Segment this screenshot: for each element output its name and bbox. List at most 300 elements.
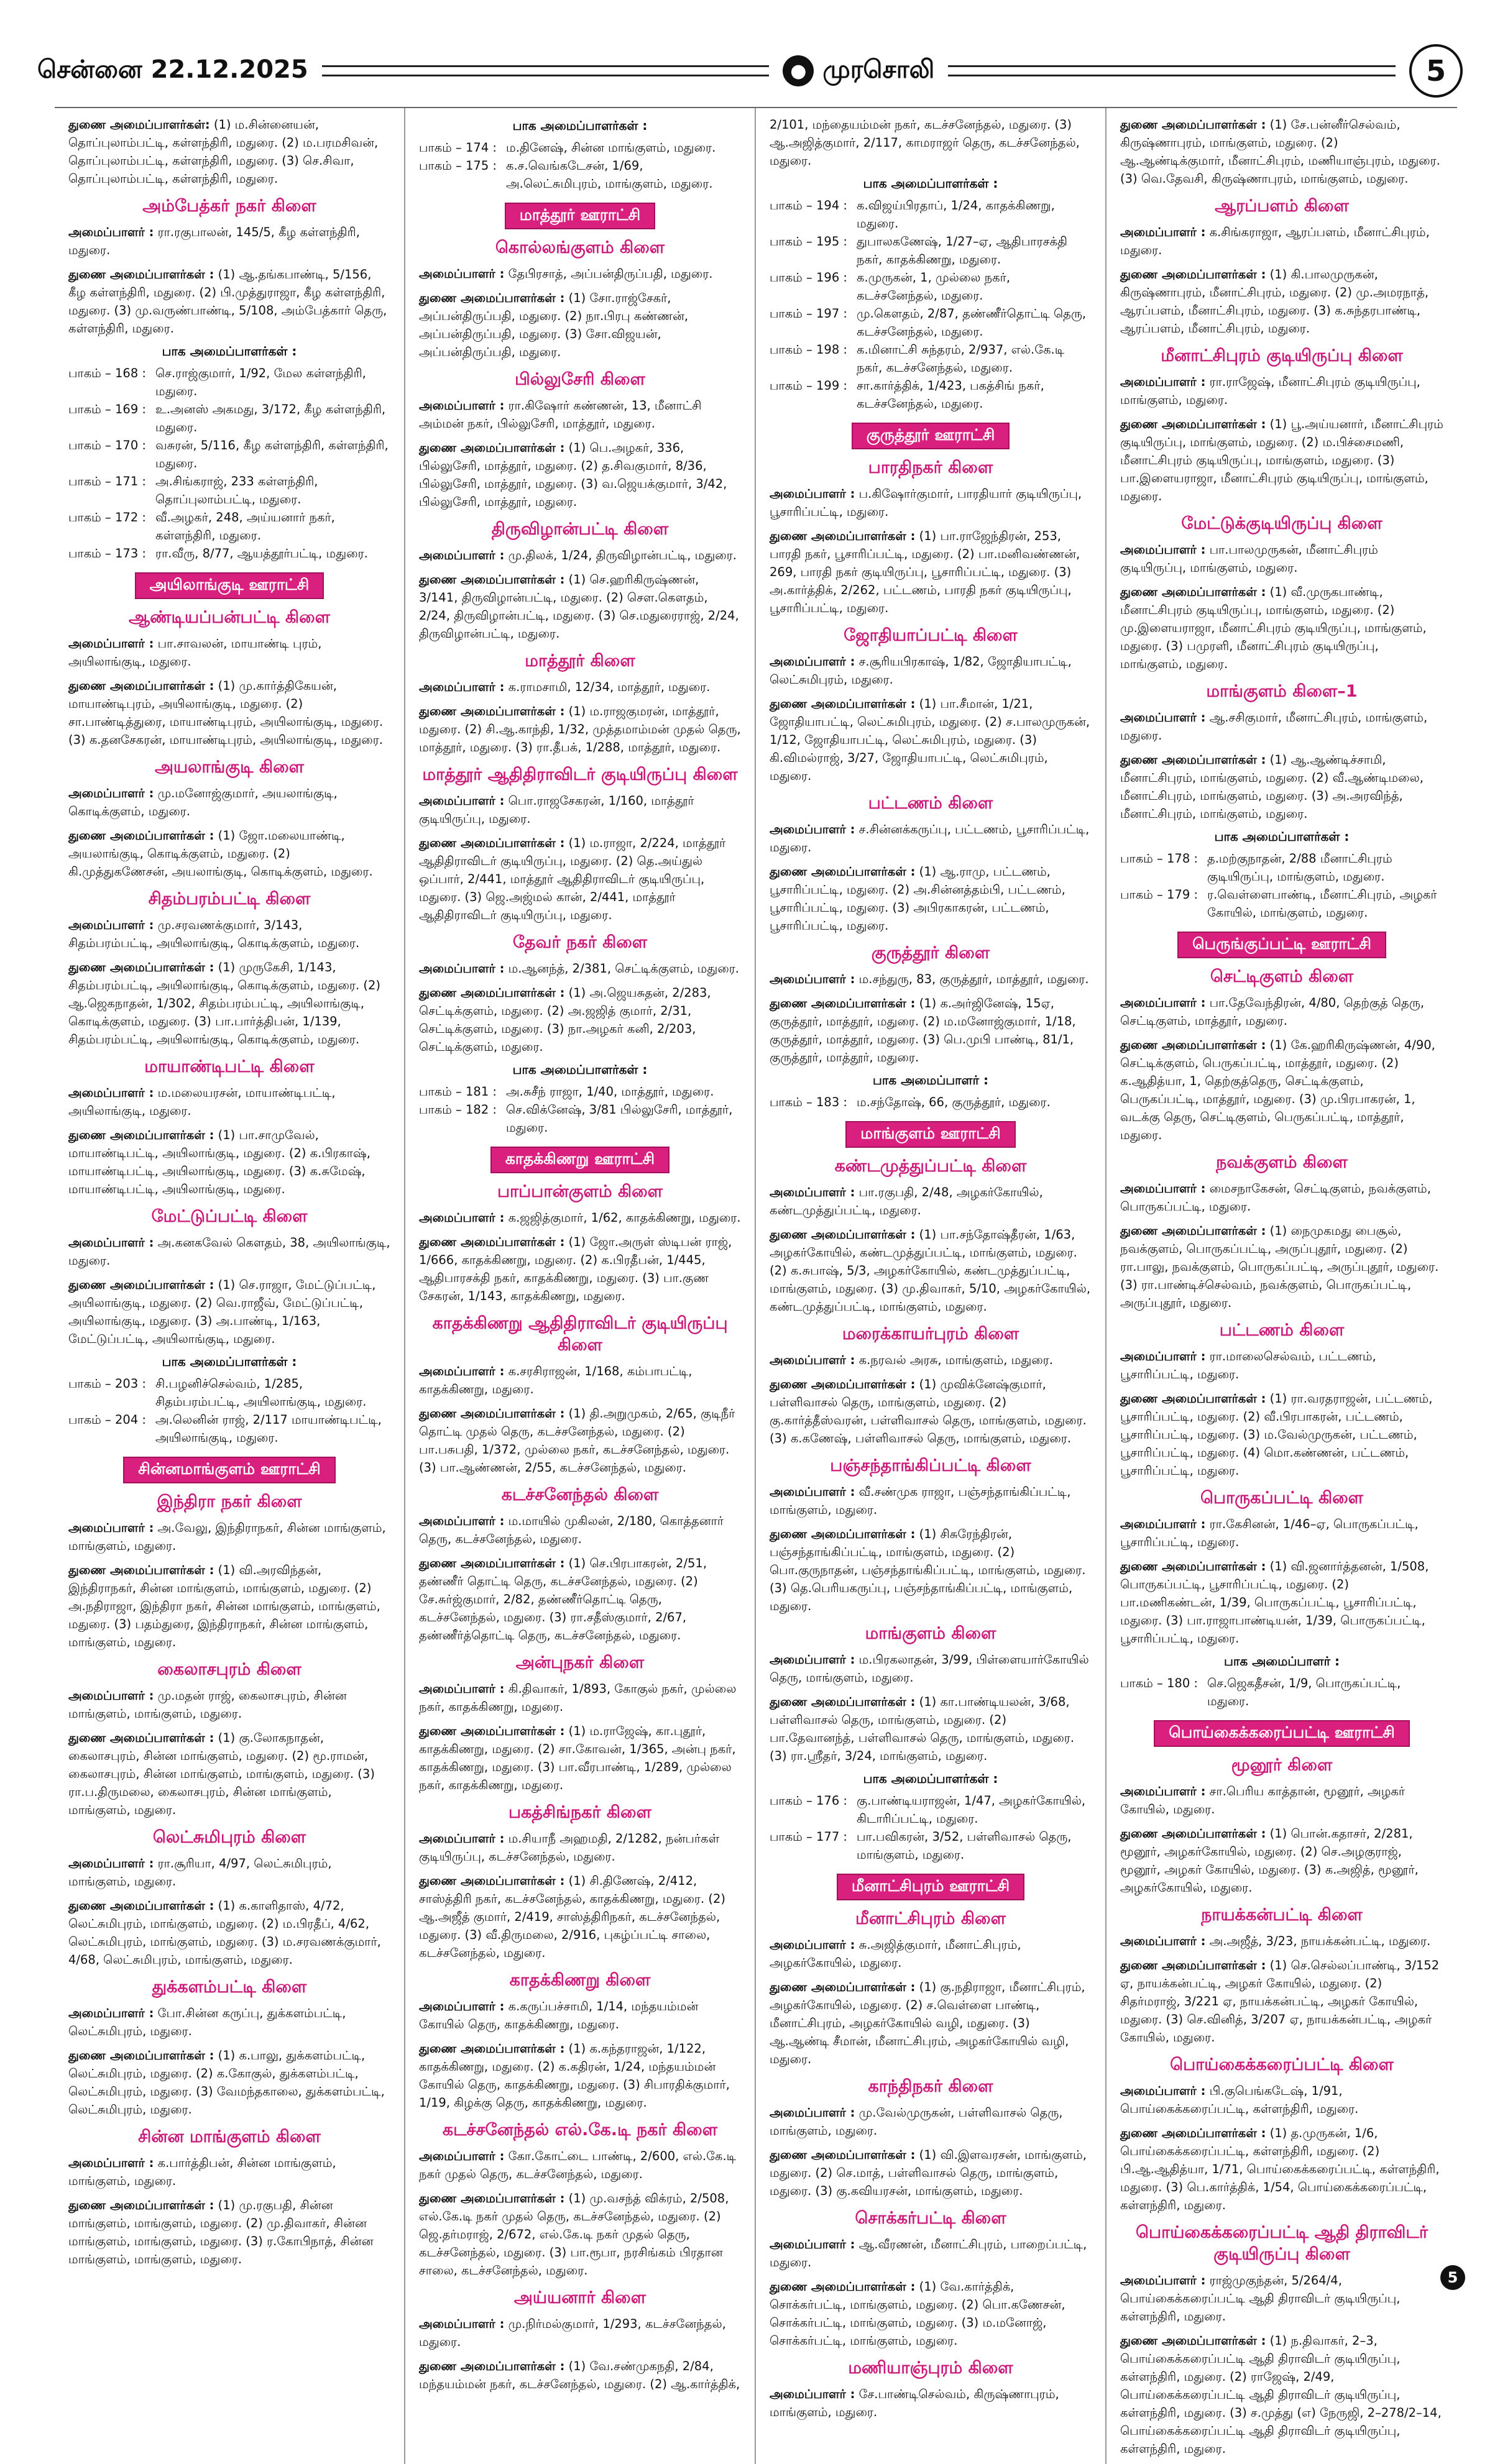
booth-agent: வசுரன், 5/116, கீழ கள்ளந்திரி, கள்ளந்திரி, மதுரை.	[155, 438, 389, 470]
booth-agent: அ.லெனின் ராஜ், 2/117 மாயாண்டிபட்டி, அயிலாங்குடி, மதுரை.	[155, 1413, 382, 1445]
member-listing	[1120, 116, 1443, 188]
member-details: ப.கிஷோர்குமார், பாரதியார் குடியிருப்பு, பூசாரிப்பட்டி, மதுரை.	[770, 487, 1082, 519]
member-listing	[770, 1375, 1092, 1447]
booth-agent: செ.ஜெகதீசன், 1/9, பொருகப்பட்டி, மதுரை.	[1207, 1676, 1401, 1708]
role-label: துணை அமைப்பாளர்கள் :	[770, 1980, 916, 1994]
branch-heading: ஆண்டியப்பன்பட்டி கிளை	[128, 608, 330, 627]
member-details: க.சரசிராஜன், 1/168, கம்பாபட்டி, காதக்கிணறு, மதுரை.	[419, 1364, 692, 1396]
member-details: (1) செ.ராஜா, மேட்டுப்பட்டி, அயிலாங்குடி, மதுரை. (2) வெ.ராஜீவ், மேட்டுப்பட்டி, அயிலாங்குடி, மதுரை. (3) அ.பாண்டி, 1/163, மேட்டுப்பட்டி, அயிலாங்குடி, மதுரை.	[68, 1278, 376, 1346]
member-listing	[770, 1225, 1092, 1316]
column-1	[55, 108, 405, 2464]
branch-heading: ஜோதியாப்பட்டி கிளை	[844, 626, 1018, 645]
branch-heading: மேட்டுப்பட்டி கிளை	[151, 1207, 308, 1226]
role-label: துணை அமைப்பாளர்கள் :	[68, 1128, 214, 1142]
role-label: அமைப்பாளர் :	[1120, 1349, 1206, 1363]
role-label: துணை அமைப்பாளர்கள் :	[770, 1695, 916, 1709]
branch-heading: சிதம்பரம்பட்டி கிளை	[148, 889, 311, 909]
role-label: துணை அமைப்பாளர்கள் :	[419, 291, 565, 305]
booth-agent: அ.சுசீந் ராஜா, 1/40, மாத்தூர், மதுரை.	[506, 1084, 714, 1099]
member-listing	[770, 2385, 1092, 2421]
member-details: (1) வி.இளவரசன், மாங்குளம், மதுரை. (2) செ.மாத், பள்ளிவாசல் தெரு, மாங்குளம், மதுரை. (3) கு.கவியரசன், மாங்குளம், மதுரை.	[770, 2148, 1087, 2198]
role-label: துணை அமைப்பாளர்கள் :	[770, 1377, 916, 1391]
section-subhead: பாக அமைப்பாளர்கள் :	[162, 344, 297, 359]
role-label: துணை அமைப்பாளர்கள் :	[68, 1898, 214, 1913]
member-listing	[1120, 415, 1443, 505]
masthead	[37, 39, 1463, 103]
branch-heading: பொய்கைக்கரைப்பட்டி கிளை	[1170, 2055, 1394, 2074]
member-listing	[419, 1554, 741, 1644]
branch-heading: மாயாண்டிபட்டி கிளை	[144, 1057, 315, 1076]
branch-heading: மணியாஞ்புரம் கிளை	[848, 2358, 1013, 2378]
role-label: துணை அமைப்பாளர்கள் :	[1120, 753, 1266, 767]
masthead-rule-right	[948, 65, 1396, 76]
branch-heading: மூனூர் கிளை	[1231, 1756, 1333, 1775]
member-details: (1) சிசுரேந்திரன், பஞ்சந்தாங்கிப்பட்டி, மாங்குளம், மதுரை. (2) பொ.குருநாதன், பஞ்சந்தாங்கிப்பட்டி, மாங்குளம், மதுரை. (3) தெ.பெரியகருப்பு, பஞ்சந்தாங்கிப்பட்டி, மாங்குளம், மதுரை.	[770, 1527, 1086, 1613]
role-label: துணை அமைப்பாளர்கள் :	[68, 2198, 214, 2212]
member-listing	[419, 1997, 741, 2033]
booth-row	[68, 1411, 390, 1447]
member-listing	[770, 2235, 1092, 2271]
branch-heading: பாரதிநகர் கிளை	[868, 458, 993, 477]
role-label: துணை அமைப்பாளர்கள் :	[419, 1235, 565, 1249]
role-label: அமைப்பாளர் :	[1120, 375, 1206, 389]
member-listing	[1120, 2124, 1443, 2214]
booth-number: பாகம் – 194 :	[770, 198, 847, 213]
booth-agent: க.ச.வெங்கடேசன், 1/69, அ.லெட்சுமிபுரம், மாங்குளம், மதுரை.	[506, 158, 713, 191]
booth-row	[419, 157, 741, 193]
role-label: அமைப்பாளர் :	[770, 972, 855, 986]
member-listing	[419, 570, 741, 643]
member-listing	[419, 1209, 741, 1227]
branch-heading: மாத்தூர் கிளை	[525, 651, 635, 671]
member-details: ரா.ராஜேஷ், மீனாட்சிபுரம் குடியிருப்பு, மாங்குளம், மதுரை.	[1120, 375, 1420, 407]
member-listing	[1120, 541, 1443, 577]
booth-number: பாகம் – 203 :	[68, 1376, 146, 1391]
booth-number: பாகம் – 170 :	[68, 438, 146, 452]
member-listing	[68, 265, 390, 337]
branch-heading: மேட்டுக்குடியிருப்பு கிளை	[1181, 514, 1383, 533]
member-details: (1) க.அர்ஜினேஷ், 15ஏ, குருத்தூர், மாத்தூர், மதுரை. (2) ம.மனோஜ்குமார், 1/18, குருத்தூர், மாத்தூர், மதுரை. (3) பெ.முபி பாண்டி, 81/1, குருத்தூர், மாத்தூர், மதுரை.	[770, 996, 1076, 1065]
member-listing	[770, 485, 1092, 521]
booth-row	[68, 508, 390, 544]
member-listing	[68, 958, 390, 1048]
role-label: அமைப்பாளர் :	[419, 794, 505, 808]
member-listing	[770, 1183, 1092, 1219]
booth-row	[1120, 886, 1443, 922]
role-label: துணை அமைப்பாளர்கள் :	[1120, 117, 1266, 132]
role-label: அமைப்பாளர் :	[68, 2156, 154, 2170]
booth-agent: பா.பவிகரன், 3/52, பள்ளிவாசல் தெரு, மாங்குளம், மதுரை.	[857, 1830, 1072, 1862]
member-details: க.சிங்கராஜா, ஆரப்பளம், மீனாட்சிபுரம், மதுரை.	[1120, 225, 1430, 257]
role-label: துணை அமைப்பாளர்கள் :	[1120, 1958, 1266, 1972]
member-listing	[68, 1687, 390, 1723]
member-listing	[1120, 1515, 1443, 1551]
member-listing	[419, 1362, 741, 1398]
role-label: துணை அமைப்பாளர்கள் :	[419, 1724, 565, 1738]
role-label: அமைப்பாளர் :	[68, 1521, 154, 1535]
member-details: ம.சந்துரு, 83, குருத்தூர், மாத்தூர், மதுரை.	[855, 972, 1089, 986]
role-label: அமைப்பாளர் :	[419, 1514, 505, 1528]
member-details: (1) ம.ராஜகுமரன், மாத்தூர், மதுரை. (2) சி.ஆ.காந்தி, 1/32, முத்தமாம்மன் முதல் தெரு, மாத்தூர், மதுரை. (3) ரா.தீபக், 1/288, மாத்தூர், மதுரை.	[419, 704, 741, 754]
member-details: (1) க.காளிதாஸ், 4/72, லெட்சுமிபுரம், மாங்குளம், மதுரை. (2) ம.பிரதீப், 4/62, லெட்சுமிபுரம், மாங்குளம், மதுரை. (3) ம.சரவணக்குமார், 4/68, லெட்சுமிபுரம், மாங்குளம், மதுரை.	[68, 1898, 381, 1967]
section-subhead: பாக அமைப்பாளர்கள் :	[863, 176, 998, 191]
branch-heading: பொருகப்பட்டி கிளை	[1200, 1488, 1364, 1508]
branch-heading: மாங்குளம் கிளை	[865, 1624, 996, 1643]
panchayat-banner-wrap	[419, 203, 741, 229]
member-details: (1) சே.பன்னீர்செல்வம், கிருஷ்ணாபுரம், மாங்குளம், மதுரை. (2) ஆ.ஆண்டிக்குமார், மீனாட்சிபுரம், மணியாஞ்புரம், மதுரை. (3) வெ.தேவசி, கிருஷ்ணாபுரம், மாங்குளம், மதுரை.	[1120, 117, 1440, 186]
role-label: துணை அமைப்பாளர்கள் :	[770, 2148, 916, 2162]
page-number-badge: 5	[1409, 44, 1463, 98]
booth-number: பாகம் – 173 :	[68, 546, 146, 561]
booth-agent: துபாலகணேஷ், 1/27–ஏ, ஆதிபாரசக்தி நகர், காதக்கிணறு, மதுரை.	[857, 234, 1067, 267]
member-listing	[770, 695, 1092, 785]
member-details: க.ராமசாமி, 12/34, மாத்தூர், மதுரை.	[504, 680, 711, 694]
role-label: துணை அமைப்பாளர்கள் :	[419, 2359, 565, 2373]
member-listing	[419, 984, 741, 1056]
branch-heading: பில்லுசேரி கிளை	[515, 370, 645, 389]
booth-number: பாகம் – 168 :	[68, 366, 146, 380]
role-label: அமைப்பாளர் :	[68, 918, 154, 932]
branch-heading: கடச்சனேந்தல் எல்.கே.டி நகர் கிளை	[442, 2120, 718, 2140]
booth-list	[1120, 1674, 1443, 1710]
role-label: துணை அமைப்பாளர்கள் :	[1120, 1224, 1266, 1238]
role-label: அமைப்பாளர் :	[770, 1185, 855, 1199]
member-listing	[419, 265, 741, 283]
panchayat-banner-wrap	[1120, 932, 1443, 958]
role-label: அமைப்பாளர் :	[419, 1831, 505, 1846]
panchayat-banner: சின்னமாங்குளம் ஊராட்சி	[123, 1457, 336, 1483]
member-listing	[1120, 1557, 1443, 1647]
role-label: அமைப்பாளர் :	[419, 2149, 505, 2163]
branch-heading: துக்களம்பட்டி கிளை	[152, 1977, 307, 1997]
member-listing	[770, 1693, 1092, 1765]
role-label: துணை அமைப்பாளர்கள் :	[770, 697, 916, 711]
panchayat-banner: மீனாட்சிபுரம் ஊராட்சி	[837, 1874, 1024, 1900]
member-listing	[770, 1978, 1092, 2068]
booth-list	[770, 1093, 1092, 1111]
member-details: க.கருப்பச்சாமி, 1/14, மந்தயம்மன் கோயில் தெரு, காதக்கிணறு, மதுரை.	[419, 1999, 699, 2031]
branch-heading: சொக்கர்பட்டி கிளை	[855, 2209, 1006, 2228]
role-label: அமைப்பாளர் :	[419, 267, 505, 281]
role-label: அமைப்பாளர் :	[419, 398, 505, 413]
branch-heading: பட்டணம் கிளை	[1219, 1321, 1345, 1340]
role-label: துணை அமைப்பாளர்கள் :	[68, 828, 214, 843]
role-label: துணை அமைப்பாளர்கள் :	[419, 2191, 565, 2205]
booth-agent: க.முருகன், 1, முல்லை நகர், கடச்சனேந்தல், மதுரை.	[857, 270, 1011, 303]
role-label: அமைப்பாளர் :	[1120, 710, 1206, 725]
role-label: துணை அமைப்பாளர்கள் :	[419, 1556, 565, 1570]
branch-heading: இந்திரா நகர் கிளை	[157, 1492, 302, 1511]
member-details: (1) செ.பிரபாகரன், 2/51, தண்ணீர் தொட்டி தெரு, கடச்சனேந்தல், மதுரை. (2) சே.சுர்ஜ்குமார், 2/82, தண்ணீர்தொட்டி தெரு, கடச்சனேந்தல், மதுரை. (3) ரா.சதீஸ்குமார், 2/67, தண்ணீர்த்தொட்டி தெரு, கடச்சனேந்தல், மதுரை.	[419, 1556, 707, 1642]
booth-list	[68, 364, 390, 562]
member-listing	[770, 1936, 1092, 1972]
member-listing	[68, 2046, 390, 2118]
member-listing	[1120, 583, 1443, 673]
booth-number: பாகம் – 172 :	[68, 510, 146, 524]
role-label: துணை அமைப்பாளர்கள் :	[68, 1731, 214, 1745]
member-listing	[1120, 2082, 1443, 2118]
member-details: மு.வேல்முருகன், பள்ளிவாசல் தெரு, மாங்குளம், மதுரை.	[770, 2105, 1063, 2138]
role-label: துணை அமைப்பாளர்கள் :	[770, 1227, 916, 1242]
member-listing	[770, 653, 1092, 689]
role-label: அமைப்பாளர் :	[419, 2317, 505, 2331]
role-label: அமைப்பாளர் :	[419, 680, 505, 694]
role-label: அமைப்பாளர் :	[1120, 1517, 1206, 1531]
member-listing	[419, 439, 741, 511]
role-label: அமைப்பாளர் :	[419, 1999, 505, 2013]
member-details: (1) கா.பாண்டியலன், 3/68, பள்ளிவாசல் தெரு, மாங்குளம், மதுரை. (2) பா.தேவானந்த், பள்ளிவாசல் தெரு, மாங்குளம், மதுரை. (3) ரா.ஸ்ரீதர், 3/24, மாங்குளம், மதுரை.	[770, 1695, 1075, 1763]
member-details: (1) ஜோ.அருள் ஸ்டிபன் ராஜ், 1/666, காதக்கிணறு, மதுரை. (2) க.பிரதீபன், 1/445, ஆதிபாரசக்தி நகர், காதக்கிணறு, மதுரை. (3) பா.குண சேகரன், 1/143, காதக்கிணறு, மதுரை.	[419, 1235, 732, 1303]
booth-number: பாகம் – 174 :	[419, 140, 497, 155]
member-details: (1) பா.சந்தோஷ்தீரன், 1/63, அழகர்கோயில், கண்டமுத்துப்பட்டி, மாங்குளம், மதுரை. (2) க.சுபாஷ், 5/3, அழகர்கோயில், கண்டமுத்துப்பட்டி, மாங்குளம், மதுரை. (3) மு.திவாகர், 5/10, அழகர்கோயில், கண்டமுத்துப்பட்டி, மாங்குளம், மதுரை.	[770, 1227, 1091, 1314]
member-details: ரா.மாலைசெல்வம், பட்டணம், பூசாரிப்பட்டி, மதுரை.	[1120, 1349, 1376, 1381]
member-listing	[419, 2357, 741, 2393]
role-label: அமைப்பாளர் :	[770, 2237, 855, 2251]
member-listing	[1120, 1956, 1443, 2046]
role-label: துணை அமைப்பாளர்கள் :	[68, 1278, 214, 1292]
member-details: (1) வே.சண்முகநதி, 2/84, மந்தயம்மன் நகர், கடச்சனேந்தல், மதுரை. (2) ஆ.கார்த்திக்,	[419, 2359, 740, 2391]
member-listing	[419, 1872, 741, 1962]
role-label: துணை அமைப்பாளர்கள் :	[770, 1527, 916, 1541]
member-details: ராஜ்முகுந்தன், 5/264/4, பொய்கைக்கரைப்பட்டி ஆதி திராவிடர் குடியிருப்பு, கள்ளந்திரி, மதுரை.	[1120, 2273, 1401, 2324]
member-listing	[419, 792, 741, 828]
branch-heading: காந்திநகர் கிளை	[868, 2077, 993, 2096]
booth-number: பாகம் – 175 :	[419, 158, 497, 173]
issue-date: சென்னை 22.12.2025	[37, 55, 308, 84]
member-details: (1) செ.ஹரிகிருஷ்ணன், 3/141, திருவிழான்பட்டி, மதுரை. (2) சௌ.கௌதம், 2/24, திருவிழான்பட்டி, மதுரை. (3) செ.மதுரைராஜ், 2/24, திருவிழான்பட்டி, மதுரை.	[419, 572, 739, 641]
branch-heading: தேவர் நகர் கிளை	[512, 933, 648, 952]
member-listing	[1120, 1782, 1443, 1818]
member-details: ம.சியாநீ அஹமதி, 2/1282, நன்பர்கள் குடியிருப்பு, கடச்சனேந்தல், மதுரை.	[419, 1831, 720, 1864]
panchayat-banner: மாங்குளம் ஊராட்சி	[845, 1121, 1015, 1148]
member-details: அ.கனகவேல் கௌதம், 38, அயிலாங்குடி, மதுரை.	[68, 1235, 390, 1268]
role-label: துணை அமைப்பாளர்கள் :	[68, 1563, 214, 1577]
booth-row	[68, 544, 390, 562]
role-label: அமைப்பாளர் :	[68, 636, 154, 651]
booth-agent: ர.வெள்ளைபாண்டி, மீனாட்சிபுரம், அழகர் கோயில், மாங்குளம், மதுரை.	[1207, 887, 1437, 920]
member-details: ம.மாயில் முகிலன், 2/180, கொத்தனார் தெரு, கடச்சனேந்தல், மதுரை.	[419, 1514, 724, 1546]
member-listing	[770, 1525, 1092, 1615]
member-listing	[1120, 223, 1443, 259]
member-details: ம.பிரகலாதன், 3/99, பிள்ளையார்கோயில் தெரு, மாங்குளம், மதுரை.	[770, 1652, 1089, 1685]
member-listing	[1120, 1390, 1443, 1480]
member-details: ரா.கிஷோர் கண்ணன், 13, மீனாட்சி அம்மன் நகர், பில்லுசேரி, மாத்தூர், மதுரை.	[419, 398, 702, 431]
branch-heading: பட்டணம் கிளை	[868, 794, 993, 813]
role-label: அமைப்பாளர் :	[1120, 1784, 1206, 1798]
role-label: அமைப்பாளர் :	[770, 654, 855, 669]
booth-agent: ரா.வீரு, 8/77, ஆயத்தூர்பட்டி, மதுரை.	[155, 546, 368, 561]
member-listing	[419, 396, 741, 433]
member-details: பா.தேவேந்திரன், 4/80, தெற்குத் தெரு, செட்டிகுளம், மாத்தூர், மதுரை.	[1120, 996, 1425, 1028]
member-listing	[1120, 1347, 1443, 1383]
role-label: அமைப்பாளர் :	[419, 1682, 505, 1696]
member-details: (1) வே.கார்த்திக், சொக்கர்பட்டி, மாங்குளம், மதுரை. (2) பொ.கணேசன், சொக்கர்பட்டி, மாங்குளம், மதுரை. (3) ம.மனோஜ், சொக்கர்பட்டி, மாங்குளம், மதுரை.	[770, 2279, 1065, 2348]
member-details: அ.வேலு, இந்திராநகர், சின்ன மாங்குளம், மாங்குளம், மதுரை.	[68, 1521, 386, 1553]
role-label: துணை அமைப்பாளர்கள் :	[1120, 1559, 1266, 1573]
panchayat-banner-wrap	[1120, 1720, 1443, 1747]
role-label: அமைப்பாளர் :	[68, 2006, 154, 2020]
article-columns	[55, 107, 1457, 2456]
section-subhead: பாக அமைப்பாளர்கள் :	[1214, 829, 1350, 844]
member-details: க.பார்த்திபன், சின்ன மாங்குளம், மாங்குளம், மதுரை.	[68, 2156, 336, 2188]
role-label: துணை அமைப்பாளர்கள் :	[1120, 417, 1266, 431]
booth-row	[770, 377, 1092, 413]
panchayat-banner-wrap	[419, 1147, 741, 1173]
member-details: (1) கி.பாலமுருகன், கிருஷ்ணாபுரம், மீனாட்சிபுரம், மதுரை. (2) மு.அமரநாத், ஆரப்பளம், மீனாட்சிபுரம், மதுரை. (3) க.சுந்தரபாண்டி, ஆரப்பளம், மீனாட்சிபுரம், மதுரை.	[1120, 267, 1429, 336]
member-listing	[68, 1729, 390, 1819]
role-label: அமைப்பாளர் :	[770, 1353, 855, 1367]
member-listing	[68, 1126, 390, 1198]
member-details: ரா.ரகுபாலன், 145/5, கீழ கள்ளந்திரி, மதுரை.	[68, 225, 360, 257]
branch-heading: திருவிழான்பட்டி கிளை	[491, 520, 669, 539]
member-details: (1) க.பாலு, துக்களம்பட்டி, லெட்சுமிபுரம், மதுரை. (2) க.கோகுல், துக்களம்பட்டி, லெட்சுமிபுரம், மதுரை. (3) வேமந்தகாலை, துக்களம்பட்டி, லெட்சுமிபுரம், மதுரை.	[68, 2048, 385, 2117]
column-3	[756, 108, 1107, 2464]
role-label: துணை அமைப்பாளர்கள் :	[1120, 267, 1266, 282]
branch-heading: கொல்லங்குளம் கிளை	[495, 238, 665, 257]
booth-agent: ம.சந்தோஷ், 66, குருத்தூர், மதுரை.	[857, 1095, 1051, 1109]
booth-row	[1120, 1674, 1443, 1710]
role-label: அமைப்பாளர் :	[1120, 2273, 1206, 2288]
role-label: துணை அமைப்பாளர்கள் :	[419, 1406, 565, 1421]
role-label: அமைப்பாளர் :	[1120, 1181, 1206, 1196]
section-subhead: பாக அமைப்பாளர் :	[1223, 1654, 1340, 1669]
branch-heading: குருத்தூர் கிளை	[871, 943, 990, 963]
booth-number: பாகம் – 171 :	[68, 474, 146, 488]
role-label: அமைப்பாளர் :	[419, 1211, 505, 1225]
member-listing	[1120, 265, 1443, 337]
member-listing	[770, 1351, 1092, 1369]
member-listing	[68, 2154, 390, 2190]
member-listing	[770, 1483, 1092, 1519]
member-listing	[1120, 373, 1443, 409]
member-listing	[419, 289, 741, 361]
booth-row	[770, 1792, 1092, 1828]
booth-number: பாகம் – 176 :	[770, 1793, 847, 1808]
member-details: பொ.ராஜசேகரன், 1/160, மாத்தூர் குடியிருப்பு, மதுரை.	[419, 794, 694, 826]
branch-heading: காதக்கிணறு கிளை	[509, 1971, 651, 1990]
member-listing	[68, 634, 390, 671]
booth-number: பாகம் – 177 :	[770, 1830, 847, 1844]
member-listing	[419, 959, 741, 978]
member-details: (1) த.முருகன், 1/6, பொய்கைக்கரைப்பட்டி, கள்ளந்திரி, மதுரை. (2) பி.ஆ.ஆதித்யா, 1/71, பொய்கைக்கரைப்பட்டி, கள்ளந்திரி, மதுரை. (3) பெ.கார்த்திக், 1/54, பொய்கைக்கரைப்பட்டி, கள்ளந்திரி, மதுரை.	[1120, 2126, 1440, 2212]
member-details: மு.நிர்மல்குமார், 1/293, கடச்சனேந்தல், மதுரை.	[419, 2317, 726, 2349]
member-details: ஆ.சசிகுமார், மீனாட்சிபுரம், மாங்குளம், மதுரை.	[1120, 710, 1428, 743]
member-details: (1) ஆ.ராமு, பட்டணம், பூசாரிப்பட்டி, மதுரை. (2) அ.சின்னத்தம்பி, பட்டணம், பூசாரிப்பட்டி, மதுரை. (3) அபிரகாகரன், பட்டணம், பூசாரிப்பட்டி, மதுரை.	[770, 864, 1065, 933]
booth-row	[419, 139, 741, 157]
branch-heading: அய்யனார் கிளை	[513, 2288, 646, 2307]
branch-heading: கைலாசபுரம் கிளை	[157, 1660, 301, 1679]
member-listing	[419, 678, 741, 696]
role-label: அமைப்பாளர் :	[770, 2387, 855, 2401]
branch-heading: பஞ்சந்தாங்கிப்பட்டி கிளை	[830, 1456, 1031, 1475]
booth-agent: கு.பாண்டியராஜன், 1/47, அழகர்கோயில், கிடாரிப்பட்டி, மதுரை.	[857, 1793, 1086, 1826]
member-details: ரா.சூரியா, 4/97, லெட்சுமிபுரம், மாங்குளம், மதுரை.	[68, 1856, 332, 1889]
masthead-rule-left	[322, 65, 770, 76]
member-details: சு.அஜித்குமார், மீனாட்சிபுரம், அழகர்கோயில், மதுரை.	[770, 1938, 1021, 1970]
member-listing	[419, 1512, 741, 1548]
booth-number: பாகம் – 179 :	[1120, 887, 1198, 902]
role-label: அமைப்பாளர் :	[419, 548, 505, 562]
member-details: ச.சின்னக்கருப்பு, பட்டணம், பூசாரிப்பட்டி, மதுரை.	[770, 822, 1090, 854]
booth-number: பாகம் – 181 :	[419, 1084, 497, 1099]
branch-heading: செட்டிகுளம் கிளை	[1210, 967, 1354, 986]
member-details: (1) வி.அரவிந்தன், இந்திராநகர், சின்ன மாங்குளம், மாங்குளம், மதுரை. (2) அ.நதிராஜா, இந்திரா நகர், சின்ன மாங்குளம், மாங்குளம், மதுரை. (3) பதம்துரை, இந்திராநகர், சின்ன மாங்குளம், மாங்குளம், மதுரை.	[68, 1563, 380, 1649]
member-listing	[68, 784, 390, 820]
role-label: அமைப்பாளர் :	[1120, 543, 1206, 557]
member-listing	[68, 1561, 390, 1651]
member-listing	[419, 1830, 741, 1866]
member-details: மு.திலக், 1/24, திருவிழான்பட்டி, மதுரை.	[504, 548, 737, 562]
member-details: போ.சின்ன கருப்பு, துக்களம்பட்டி, லெட்சுமிபுரம், மதுரை.	[68, 2006, 346, 2038]
member-details: (1) மு.ரகுபதி, சின்ன மாங்குளம், மாங்குளம், மதுரை. (2) மு.திவாகர், சின்ன மாங்குளம், மாங்குளம், மதுரை. (3) ர.கோபிநாத், சின்ன மாங்குளம், மாங்குளம், மதுரை.	[68, 2198, 374, 2266]
branch-heading: மீனாட்சிபுரம் குடியிருப்பு கிளை	[1161, 346, 1403, 365]
member-details: (1) பா.ராஜேந்திரன், 253, பாரதி நகர், பூசாரிப்பட்டி, மதுரை. (2) பா.மனிவண்ணன், 269, பாரதி நகர் குடியிருப்பு, பூசாரிப்பட்டி, மதுரை. (3) அ.கார்த்திக், 2/262, பட்டணம், பாரதி நகர் குடியிருப்பு, பூசாரிப்பட்டி, மதுரை.	[770, 529, 1080, 615]
role-label: அமைப்பாளர் :	[1120, 996, 1206, 1010]
panchayat-banner-wrap	[770, 423, 1092, 449]
role-label: துணை அமைப்பாளர்கள் :	[68, 2048, 214, 2063]
member-listing	[1120, 994, 1443, 1030]
role-label: துணை அமைப்பாளர்கள் :	[1120, 2333, 1266, 2348]
member-details: மு.மதன் ராஜ், கைலாசபுரம், சின்ன மாங்குளம், மாங்குளம், மதுரை.	[68, 1688, 347, 1721]
booth-agent: செ.விக்னேஷ், 3/81 பில்லுசேரி, மாத்தூர், மதுரை.	[506, 1102, 733, 1135]
role-label: துணை அமைப்பாளர்கள் :	[1120, 585, 1266, 599]
role-label: அமைப்பாளர் :	[770, 487, 855, 501]
booth-agent: சி.பழனிச்செல்வம், 1/285, சிதம்பரம்பட்டி, அயிலாங்குடி, மதுரை.	[155, 1376, 367, 1409]
member-details: (1) மு.கார்த்திகேயன், மாயாண்டிபுரம், அயிலாங்குடி, மதுரை. (2) சா.பாண்டித்துரை, மாயாண்டிபுரம், அயிலாங்குடி, மதுரை. (3) க.தனசேகரன், மாயாண்டிபுரம், அயிலாங்குடி, மதுரை.	[68, 679, 384, 747]
booth-number: பாகம் – 196 :	[770, 270, 847, 285]
booth-agent: சா.கார்த்திக், 1/423, பகத்சிங் நகர், கடச்சனேந்தல், மதுரை.	[857, 378, 1044, 411]
member-details: (1) சி.திணேஷ், 2/412, சாஸ்த்திரி நகர், கடச்சனேந்தல், காதக்கிணறு, மதுரை. (2) ஆ.அஜீத் குமார், 2/419, சாஸ்த்திரிநகர், கடச்சனேந்தல், மதுரை. (3) வீ.திருமலை, 2/916, புகழ்ப்பட்டி சாலை, கடச்சனேந்தல், மதுரை.	[419, 1874, 726, 1960]
role-label: துணை அமைப்பாளர்கள் :	[1120, 1391, 1266, 1406]
member-details: (1) பா.சீமான், 1/21, ஜோதியாபட்டி, லெட்சுமிபுரம், மதுரை. (2) ச.பாலமுருகன், 1/12, ஜோதியாபட்டி, லெட்சுமிபுரம், மதுரை. (3) கி.விமல்ராஜ், 3/27, ஜோதியாபட்டி, லெட்சுமிபுரம், மதுரை.	[770, 697, 1090, 783]
booth-agent: அ.சிங்கராஜ், 233 கள்ளந்திரி, தொப்புலாம்பட்டி, மதுரை.	[155, 474, 318, 506]
booth-number: பாகம் – 195 :	[770, 234, 847, 249]
member-details: கி.திவாகர், 1/893, கோகுல் நகர், முல்லை நகர், காதக்கிணறு, மதுரை.	[419, 1682, 737, 1714]
branch-heading: ஆரப்பளம் கிளை	[1215, 196, 1349, 216]
member-details: (1) செ.செல்லப்பாண்டி, 3/152 ஏ, நாயக்கன்பட்டி, அழகர் கோயில், மதுரை. (2) சிதர்மராஜ், 3/221 ஏ, நாயக்கன்பட்டி, அழகர் கோயில், மதுரை. (3) செ.வினித், 3/207 ஏ, நாயக்கன்பட்டி, அழகர் கோயில், மதுரை.	[1120, 1958, 1440, 2045]
role-label: அமைப்பாளர் :	[419, 961, 505, 976]
member-details: (1) முருகேசி, 1/143, சிதம்பரம்பட்டி, அயிலாங்குடி, கொடிக்குளம், மதுரை. (2) ஆ.ஜெகநாதன், 1/302, சிதம்பரம்பட்டி, அயிலாங்குடி, கொடிக்குளம், மதுரை. (3) பா.பார்த்திபன், 1/139, சிதம்பரம்பட்டி, அயிலாங்குடி, கொடிக்குளம், மதுரை.	[68, 960, 381, 1047]
role-label: அமைப்பாளர் :	[68, 786, 154, 800]
role-label: அமைப்பாளர் :	[770, 822, 855, 836]
booth-row	[770, 196, 1092, 232]
member-details: ம.ஆனந்த், 2/381, செட்டிக்குளம், மதுரை.	[504, 961, 739, 976]
column-4	[1107, 108, 1457, 2464]
member-listing	[770, 527, 1092, 617]
member-details: ம.மலையரசன், மாயாண்டிபட்டி, அயிலாங்குடி, மதுரை.	[68, 1086, 336, 1118]
role-label: துணை அமைப்பாளர்கள் :	[68, 679, 214, 693]
member-details: அ.அஜீத், 3/23, நாயக்கன்பட்டி, மதுரை.	[1205, 1934, 1431, 1948]
member-details: பி.குபெங்கடேஷ், 1/91, பொய்கைக்கரைப்பட்டி, கள்ளந்திரி, மதுரை.	[1120, 2084, 1359, 2116]
booth-row	[770, 232, 1092, 268]
paper-brand	[783, 55, 934, 87]
role-label: துணை அமைப்பாளர்கள் :	[419, 836, 565, 850]
role-label: அமைப்பாளர் :	[770, 1485, 855, 1499]
panchayat-banner: அயிலாங்குடி ஊராட்சி	[135, 572, 324, 599]
member-details: (1) ஆ.தங்கபாண்டி, 5/156, கீழ கள்ளந்திரி, மதுரை. (2) பி.முத்துராஜா, கீழ கள்ளந்திரி, மதுரை. (3) மு.வருண்பாண்டி, 5/108, அம்பேத்கார் தெரு, கள்ளந்திரி, மதுரை.	[68, 267, 387, 336]
member-details: (1) ந.திவாகர், 2–3, பொய்கைக்கரைப்பட்டி ஆதி திராவிடர் குடியிருப்பு, கள்ளந்திரி, மதுரை. (2) ராஜேஷ், 2/49, பொய்கைக்கரைப்பட்டி ஆதி திராவிடர் குடியிருப்பு, கள்ளந்திரி, மதுரை. (3) ச.முத்து (எ) நேருஜி, 2–278/2–14, பொய்கைக்கரைப்பட்டி ஆதி திராவிடர் குடியிருப்பு, கள்ளந்திரி, மதுரை.	[1120, 2333, 1442, 2456]
member-details: சா.பெரிய காத்தான், மூனூர், அழகர் கோயில், மதுரை.	[1120, 1784, 1406, 1816]
member-listing	[68, 827, 390, 881]
branch-heading: அம்பேத்கர் நகர் கிளை	[142, 196, 316, 216]
booth-number: பாகம் – 180 :	[1120, 1676, 1198, 1690]
role-label: அமைப்பாளர் :	[68, 1688, 154, 1703]
member-listing	[68, 677, 390, 749]
footer-page-number: 5	[1440, 2265, 1465, 2290]
member-details: (1) கே.ஹரிகிருஷ்ணன், 4/90, செட்டிக்குளம், பெருகப்பட்டி, மாத்தூர், மதுரை. (2) க.ஆதித்யா, 1, தெற்குத்தெரு, செட்டிக்குளம், பெருகப்பட்டி, மாத்தூர், மதுரை. (3) மு.பிரபாகரன், 1, வடக்கு தெரு, செட்டிகுளம், பெருகப்பட்டி, மாத்தூர், மதுரை.	[1120, 1038, 1435, 1142]
booth-list	[68, 1375, 390, 1447]
member-details: (1) வி.ஜனார்த்தனன், 1/508, பொருகப்பட்டி, பூசாரிப்பட்டி, மதுரை. (2) பா.மணிகண்டன், 1/39, பொருகப்பட்டி, பூசாரிப்பட்டி, மதுரை. (3) பா.ராஜாபாண்டியன், 1/39, பொருகப்பட்டி, பூசாரிப்பட்டி, மதுரை.	[1120, 1559, 1429, 1646]
